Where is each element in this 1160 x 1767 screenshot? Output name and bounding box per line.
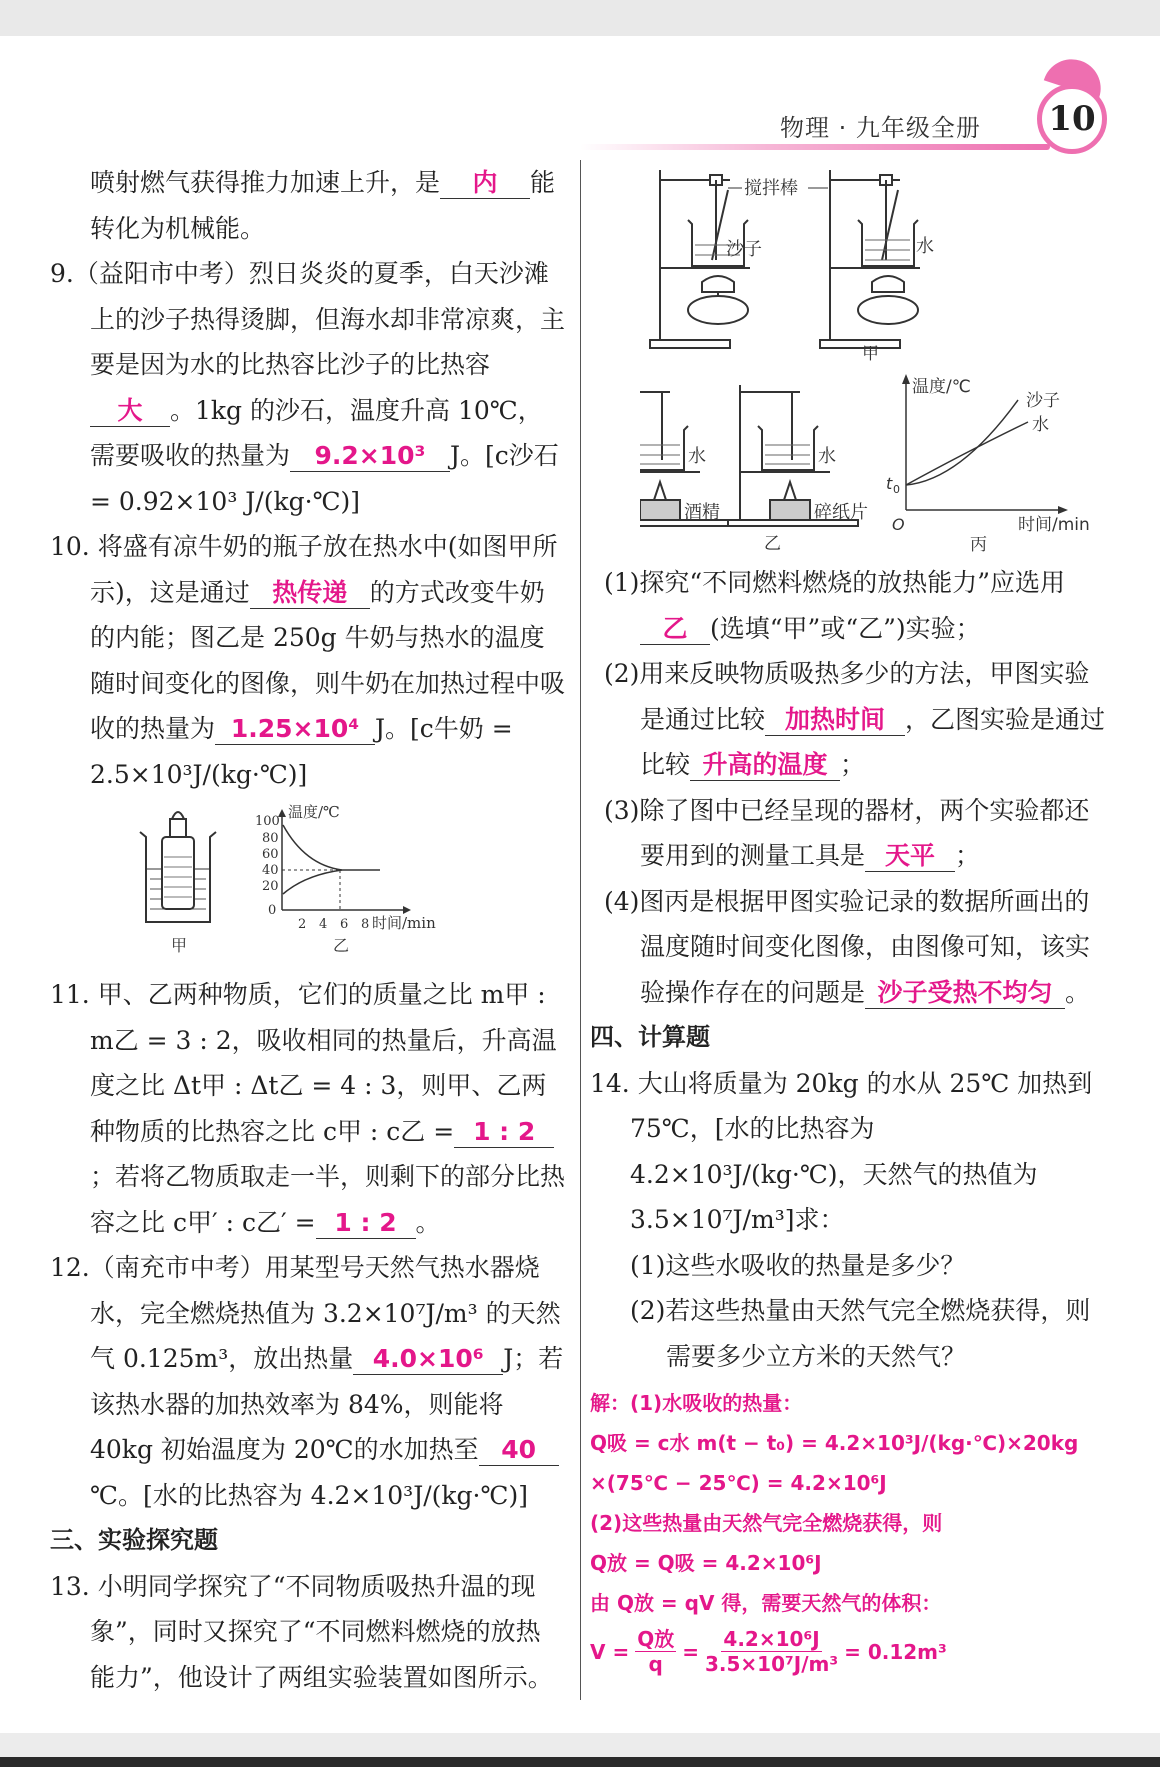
sol-line-2: Q吸 = c水 m(t − t₀) = 4.2×10³J/(kg·℃)×20kg (590, 1431, 1079, 1455)
q13-3-text-1: (3)除了图中已经呈现的器材，两个实验都还要用到的测量工具是 (604, 795, 1090, 870)
label-water-2: 水 (688, 446, 706, 467)
q9 (50, 251, 565, 524)
fraction-2-num: 4.2×10⁶J (723, 1627, 820, 1651)
milk-temperature-graph (255, 803, 436, 955)
q13-1-answer: 乙 (640, 614, 710, 645)
sol7-eq: = (682, 1639, 699, 1664)
q11-text-3: 。 (415, 1207, 441, 1237)
label-water: 水 (916, 236, 934, 257)
fraction-1 (635, 1627, 676, 1676)
page-number: 10 (1037, 84, 1107, 154)
fig10-x-label: 时间/min (372, 914, 436, 932)
q13-1-text-1: (1)探究“不同燃料燃烧的放热能力”应选用 (604, 568, 1065, 597)
svg-text:80: 80 (262, 831, 279, 846)
fig-bing-t0-sub: 0 (893, 483, 900, 496)
fig-bing-x-label: 时间/min (1018, 515, 1090, 535)
fig-bing-sand: 沙子 (1026, 391, 1060, 411)
column-divider (580, 160, 581, 1700)
q10-text-3: J。[c牛奶 = 2.5×10³J/(kg·℃)] (90, 714, 513, 789)
q13-2-text-3: ； (840, 750, 866, 779)
section-4-title: 四、计算题 (590, 1023, 710, 1051)
svg-text:60: 60 (262, 847, 279, 862)
q13-4-answer: 沙子受热不均匀 (865, 978, 1065, 1009)
q12-text-3: ℃。[水的比热容为 4.2×10³J/(kg·℃)] (90, 1480, 528, 1510)
q13-2-text-1: (2)用来反映物质吸热多少的方法，甲图实验是通过比较 (604, 659, 1090, 734)
q9-text-1: 9.（益阳市中考）烈日炎炎的夏季，白天沙滩上的沙子热得烫脚，但海水却非常凉爽，主要是因为水的比热容比沙子的比热容 (50, 259, 566, 379)
q13-2-answer-2: 升高的温度 (690, 750, 840, 781)
left-column (50, 160, 565, 1700)
q9-text-2: 。1kg 的沙石，温度升高 10℃，需要吸收的热量为 (90, 395, 543, 470)
q13-figures (640, 160, 1090, 560)
label-jia: 甲 (862, 344, 879, 364)
q11-answer-2: 1 : 2 (316, 1208, 416, 1239)
label-sand: 沙子 (726, 239, 762, 260)
sol-line-7 (590, 1627, 1110, 1676)
svg-text:4: 4 (319, 917, 328, 932)
q10-text-2: 的方式改变牛奶的内能；图乙是 250g 牛奶与热水的温度随时间变化的图像，则牛奶在加热过程中吸收的热量为 (90, 577, 566, 743)
q13-3-answer: 天平 (865, 841, 955, 872)
fig-bing-t0: t (886, 474, 893, 493)
fig-bing-origin: O (892, 515, 905, 534)
fig-jia-label: 甲 (171, 936, 188, 955)
q13-2-text-2: ，乙图实验是通过比较 (640, 704, 1106, 779)
svg-text:100: 100 (255, 814, 280, 829)
q8-tail (50, 160, 565, 251)
fraction-1-den: q (648, 1652, 663, 1676)
q13: 13. 小明同学探究了“不同物质吸热升温的现象”，同时又探究了“不同燃料燃烧的放热能力”，他设计了两组实验装置如图所示。 (50, 1571, 553, 1692)
fraction-2-den: 3.5×10⁷J/m³ (704, 1652, 839, 1676)
q9-answer-2: 9.2×10³ (290, 441, 450, 472)
viewer-top-bar (0, 0, 1160, 36)
q13-2-answer-1: 加热时间 (765, 705, 905, 736)
sol7-result: = 0.12m³ (844, 1639, 947, 1664)
q8-text-2: 能转化为机械能。 (90, 168, 556, 243)
sand-water-graph (886, 374, 1090, 555)
q10-answer-1: 热传递 (250, 578, 370, 609)
fig-yi-label: 乙 (333, 936, 350, 955)
right-column (590, 560, 1110, 1676)
q13-2 (600, 651, 1110, 788)
q13-4-text-1: (4)图丙是根据甲图实验记录的数据所画出的温度随时间变化图像，由图像可知，该实验操作存在的问题是 (604, 886, 1091, 1007)
q13-4 (600, 879, 1110, 1016)
header-title: 物理 · 九年级全册 (780, 114, 981, 142)
header-rule (580, 144, 1050, 150)
q11 (50, 972, 565, 1245)
fraction-1-num: Q放 (637, 1627, 675, 1651)
fraction-2 (705, 1627, 838, 1676)
sol-line-5: Q放 = Q吸 = 4.2×10⁶J (590, 1551, 822, 1575)
label-alcohol: 酒精 (684, 502, 720, 523)
viewer-bottom-strip (0, 1757, 1160, 1767)
q13-1 (600, 560, 1110, 651)
fig10-y-label: 温度/℃ (288, 803, 340, 821)
sol7-lhs: V = (590, 1639, 630, 1664)
q10-figure (50, 797, 565, 972)
q12-answer-2: 40 (479, 1435, 559, 1466)
q11-text-2: ；若将乙物质取走一半，则剩下的部分比热容之比 c甲′ : c乙′ = (90, 1162, 566, 1237)
svg-text:20: 20 (262, 879, 279, 894)
label-water-3: 水 (818, 446, 836, 467)
q10 (50, 524, 565, 797)
sol-line-1: 解：(1)水吸收的热量： (590, 1391, 803, 1415)
label-paper: 碎纸片 (814, 502, 868, 523)
svg-text:0: 0 (268, 903, 277, 918)
q8-text-1: 喷射燃气获得推力加速上升，是 (90, 168, 441, 197)
q12-text-1: 12.（南充市中考）用某型号天然气热水器烧水，完全燃烧热值为 3.2×10⁷J/m³ 的天然气 0.125m³，放出热量 (50, 1253, 561, 1373)
q11-answer-1: 1 : 2 (454, 1117, 554, 1148)
label-yi: 乙 (764, 534, 781, 554)
q13-3 (600, 788, 1110, 879)
q13-3-text-2: ； (955, 841, 981, 870)
label-bing: 丙 (970, 535, 987, 555)
q14-text: 14. 大山将质量为 20kg 的水从 25℃ 加热到 75℃，[水的比热容为 4.2×10³J/(kg·℃)，天然气的热值为 3.5×10⁷J/m³]求： (590, 1068, 1093, 1234)
svg-text:6: 6 (340, 917, 349, 932)
svg-text:8: 8 (361, 917, 370, 932)
q14-sub-2: (2)若这些热量由天然气完全燃烧获得，则需要多少立方米的天然气？ (630, 1296, 1091, 1371)
sol-line-3: ×(75℃ − 25℃) = 4.2×10⁶J (590, 1471, 887, 1495)
q14-solution (590, 1383, 1110, 1676)
q14-sub-1: (1)这些水吸收的热量是多少？ (630, 1250, 966, 1280)
q12 (50, 1245, 565, 1518)
q10-text-1: 10. 将盛有凉牛奶的瓶子放在热水中(如图甲所示)，这是通过 (50, 532, 558, 607)
sol-line-6: 由 Q放 = qV 得，需要天然气的体积： (590, 1591, 942, 1615)
q13-1-text-2: (选填“甲”或“乙”)实验； (710, 613, 981, 643)
q9-text-3: J。[c沙石 = 0.92×10³ J/(kg·℃)] (90, 441, 559, 516)
svg-text:2: 2 (298, 917, 307, 932)
label-stir: 搅拌棒 (744, 178, 798, 199)
q10-answer-2: 1.25×10⁴ (215, 714, 375, 745)
q11-text-1: 11. 甲、乙两种物质，它们的质量之比 m甲 : m乙 = 3 : 2，吸收相同的热量后，升高温度之比 Δt甲 : Δt乙 = 4 : 3，则甲、乙两种物质的比热容之比 c甲 : c乙 = (50, 980, 557, 1146)
fig-bing-y-label: 温度/℃ (912, 377, 971, 397)
q13-4-text-2: 。 (1065, 977, 1091, 1007)
q12-answer-1: 4.0×10⁶ (353, 1344, 503, 1375)
section-3-title: 三、实验探究题 (50, 1526, 218, 1554)
milk-bottle-beaker-diagram (140, 812, 216, 955)
sol-line-4: (2)这些热量由天然气完全燃烧获得，则 (590, 1511, 943, 1535)
svg-text:40: 40 (262, 863, 279, 878)
q12-text-2: J；若该热水器的加热效率为 84%，则能将 40kg 初始温度为 20℃的水加热至 (90, 1344, 564, 1464)
q9-answer-1: 大 (90, 396, 170, 427)
fig-bing-water: 水 (1032, 415, 1049, 435)
q8-answer: 内 (440, 168, 530, 199)
